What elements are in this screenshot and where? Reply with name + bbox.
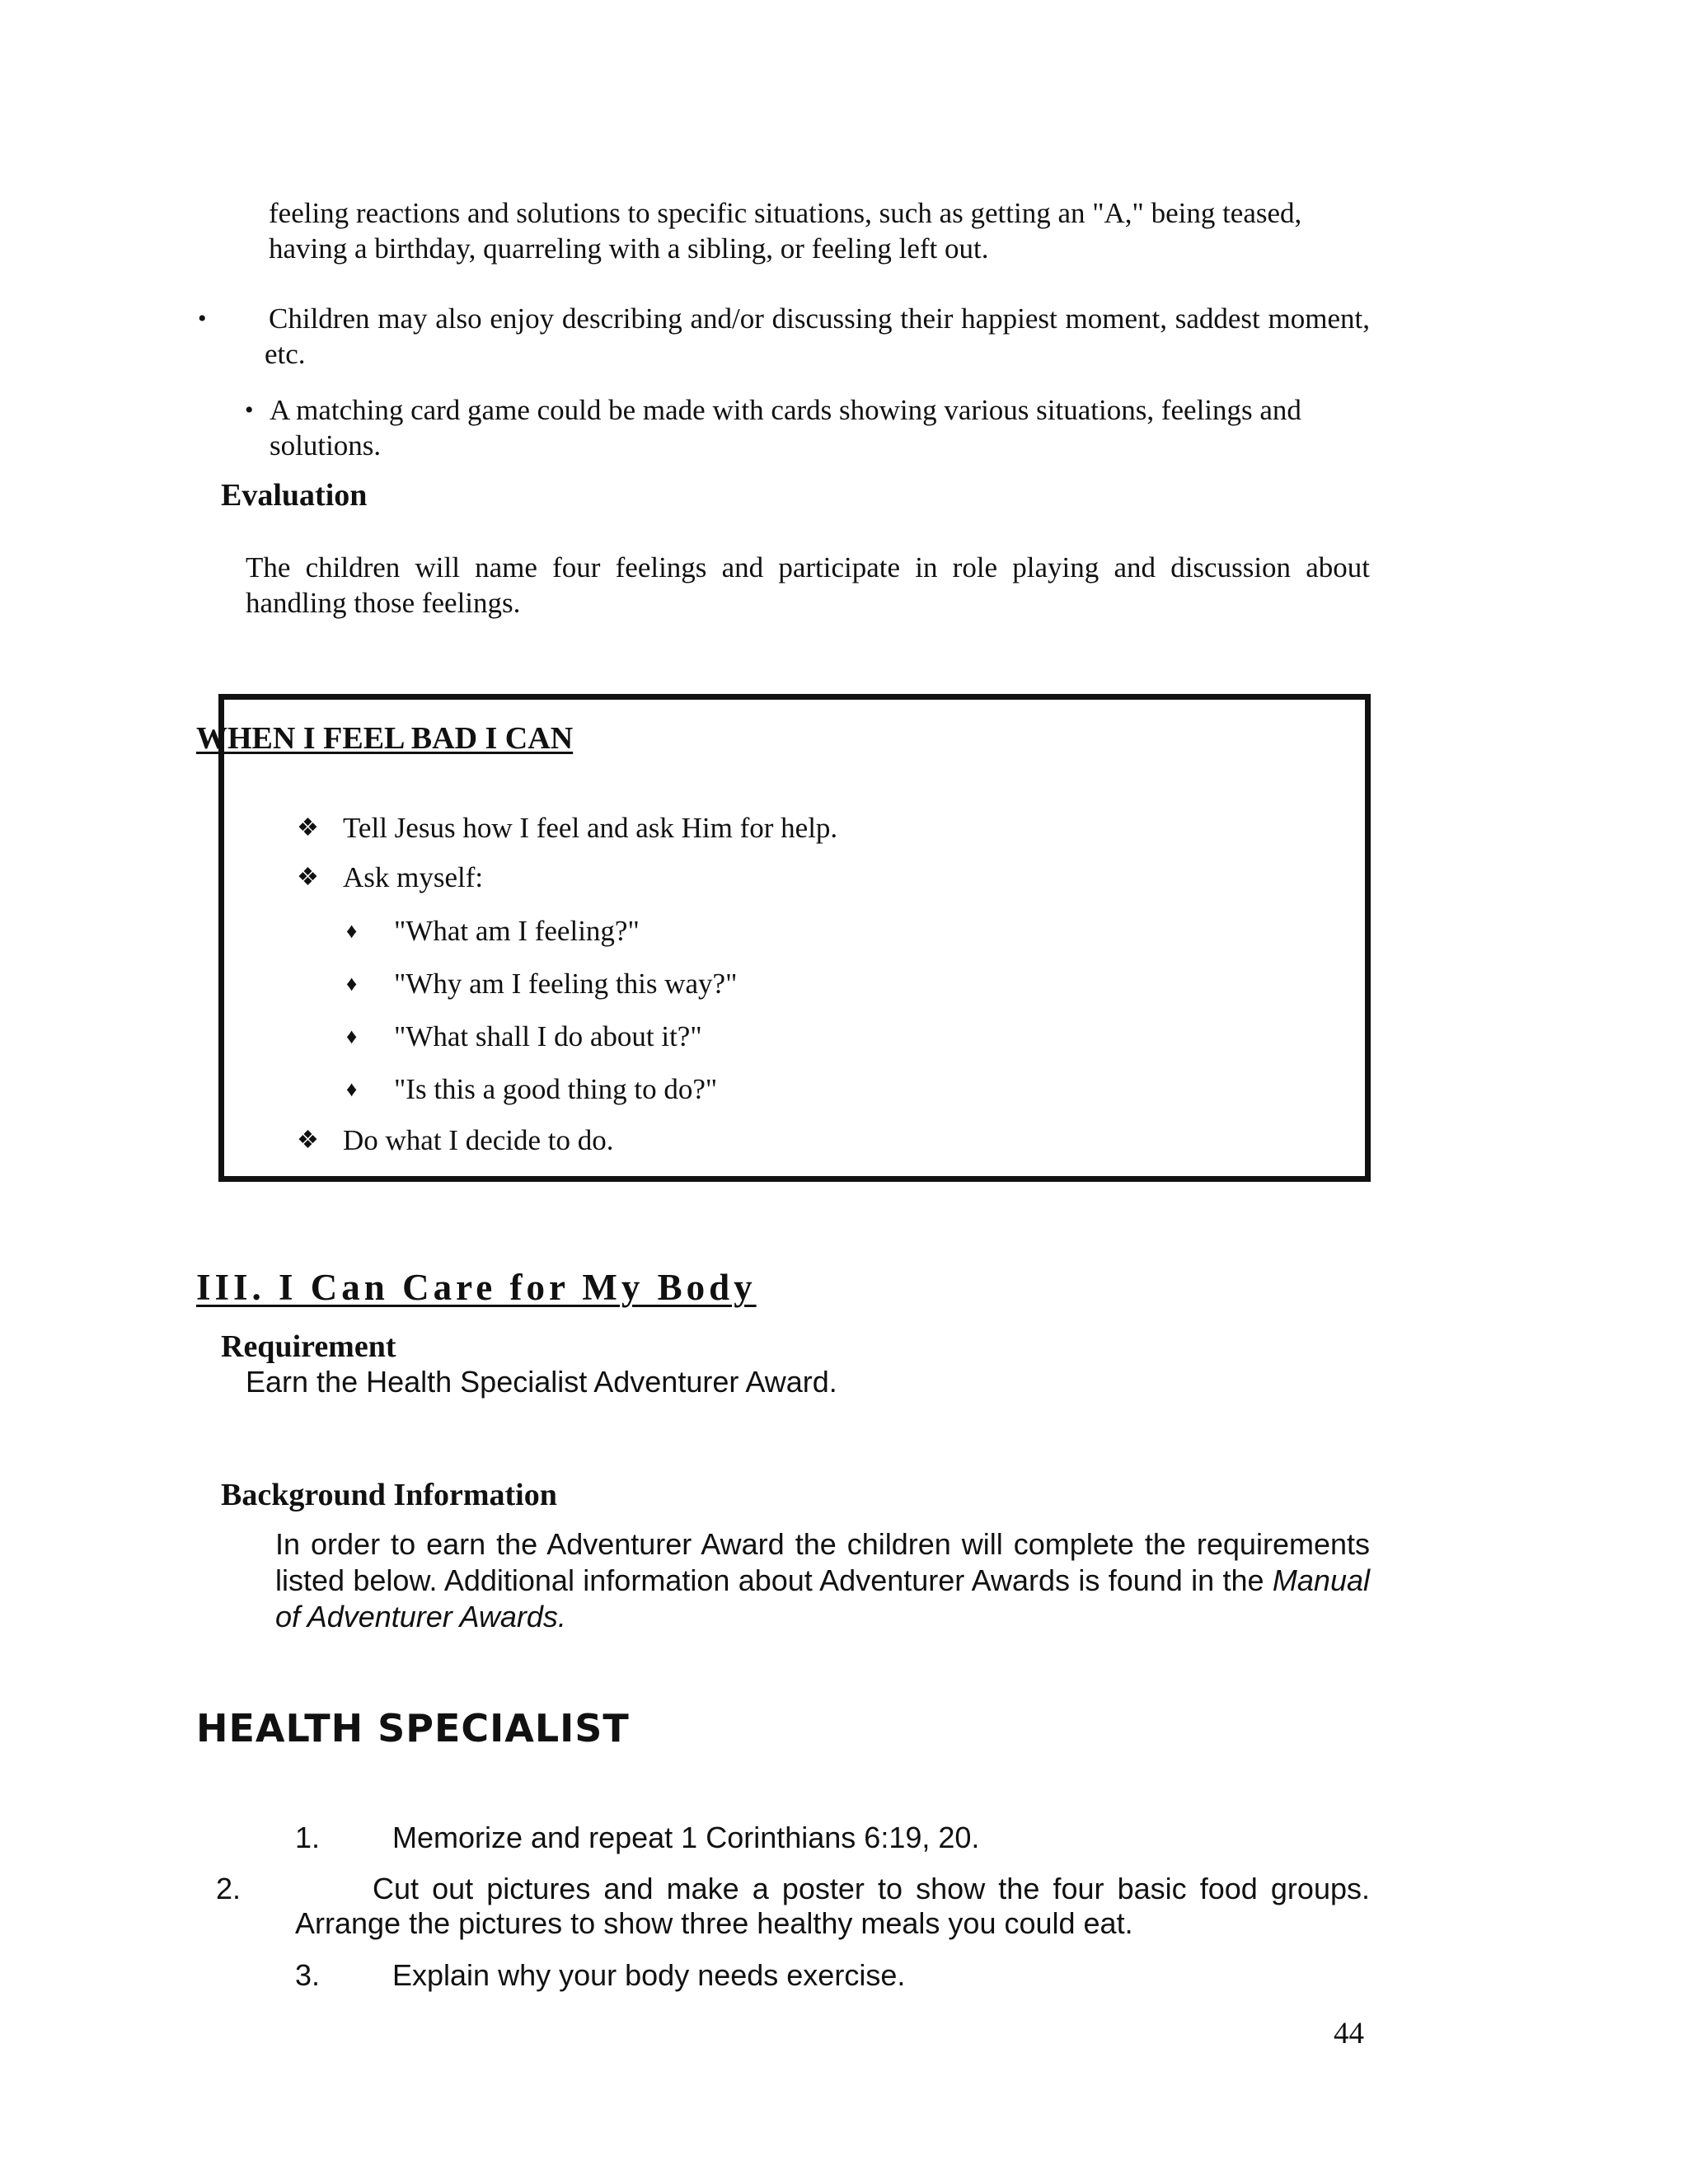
bullet-marker: • xyxy=(198,305,207,332)
list-number: 3. xyxy=(295,1958,321,1992)
background-text-body: In order to earn the Adventurer Award the children will complete the requirements listed below. Additional information about Adventurer Awards is found in the xyxy=(275,1527,1370,1597)
diamond-icon: ♦ xyxy=(346,919,358,943)
question-item: "What shall I do about it?" xyxy=(394,1020,702,1052)
list-item: Cut out pictures and make a poster to show the four basic food groups. xyxy=(373,1872,1370,1905)
feel-bad-box xyxy=(218,694,1371,1182)
feel-bad-item-2: Ask myself: xyxy=(343,861,484,893)
evaluation-heading: Evaluation xyxy=(221,478,368,513)
bullet-item-2: A matching card game could be made with cards showing various situations, feelings and solutions. xyxy=(270,394,1301,462)
list-item: Memorize and repeat 1 Corinthians 6:19, 20. xyxy=(392,1821,980,1854)
bullet-marker: • xyxy=(245,396,254,424)
list-item: Explain why your body needs exercise. xyxy=(392,1958,906,1992)
page-number: 44 xyxy=(1334,2017,1364,2050)
bullet-item-1: Children may also enjoy describing and/or discussing their happiest moment, saddest moment, etc. xyxy=(265,302,1370,370)
intro-continuation: feeling reactions and solutions to specific situations, such as getting an "A," being teased, having a birthday, quarreling with a sibling, or feeling left out. xyxy=(269,197,1302,265)
list-item-continued: Arrange the pictures to show three healthy meals you could eat. xyxy=(295,1906,1133,1940)
background-heading: Background Information xyxy=(221,1478,557,1512)
feel-bad-item-3: Do what I decide to do. xyxy=(343,1124,614,1156)
fleuron-icon: ❖ xyxy=(297,1127,319,1154)
manual-title: Manual of Adventurer Awards. xyxy=(275,1563,1370,1633)
requirement-heading: Requirement xyxy=(221,1329,396,1364)
section-title: III. I Can Care for My Body xyxy=(196,1267,757,1308)
diamond-icon: ♦ xyxy=(346,972,358,996)
diamond-icon: ♦ xyxy=(346,1077,358,1101)
health-specialist-title: HEALTH SPECIALIST xyxy=(196,1706,630,1750)
list-number: 2. xyxy=(216,1872,241,1905)
fleuron-icon: ❖ xyxy=(297,814,319,841)
background-text xyxy=(275,1526,1370,1635)
list-number: 1. xyxy=(295,1821,321,1854)
evaluation-text: The children will name four feelings and participate in role playing and discussion about handling those feelings. xyxy=(246,551,1370,619)
diamond-icon: ♦ xyxy=(346,1024,358,1048)
question-item: "What am I feeling?" xyxy=(394,915,640,947)
requirement-text: Earn the Health Specialist Adventurer Award. xyxy=(246,1365,837,1399)
question-item: "Is this a good thing to do?" xyxy=(394,1073,718,1105)
fleuron-icon: ❖ xyxy=(297,864,319,891)
feel-bad-item-1: Tell Jesus how I feel and ask Him for help. xyxy=(343,812,838,844)
question-item: "Why am I feeling this way?" xyxy=(394,968,738,1000)
feel-bad-title: WHEN I FEEL BAD I CAN xyxy=(196,721,574,756)
